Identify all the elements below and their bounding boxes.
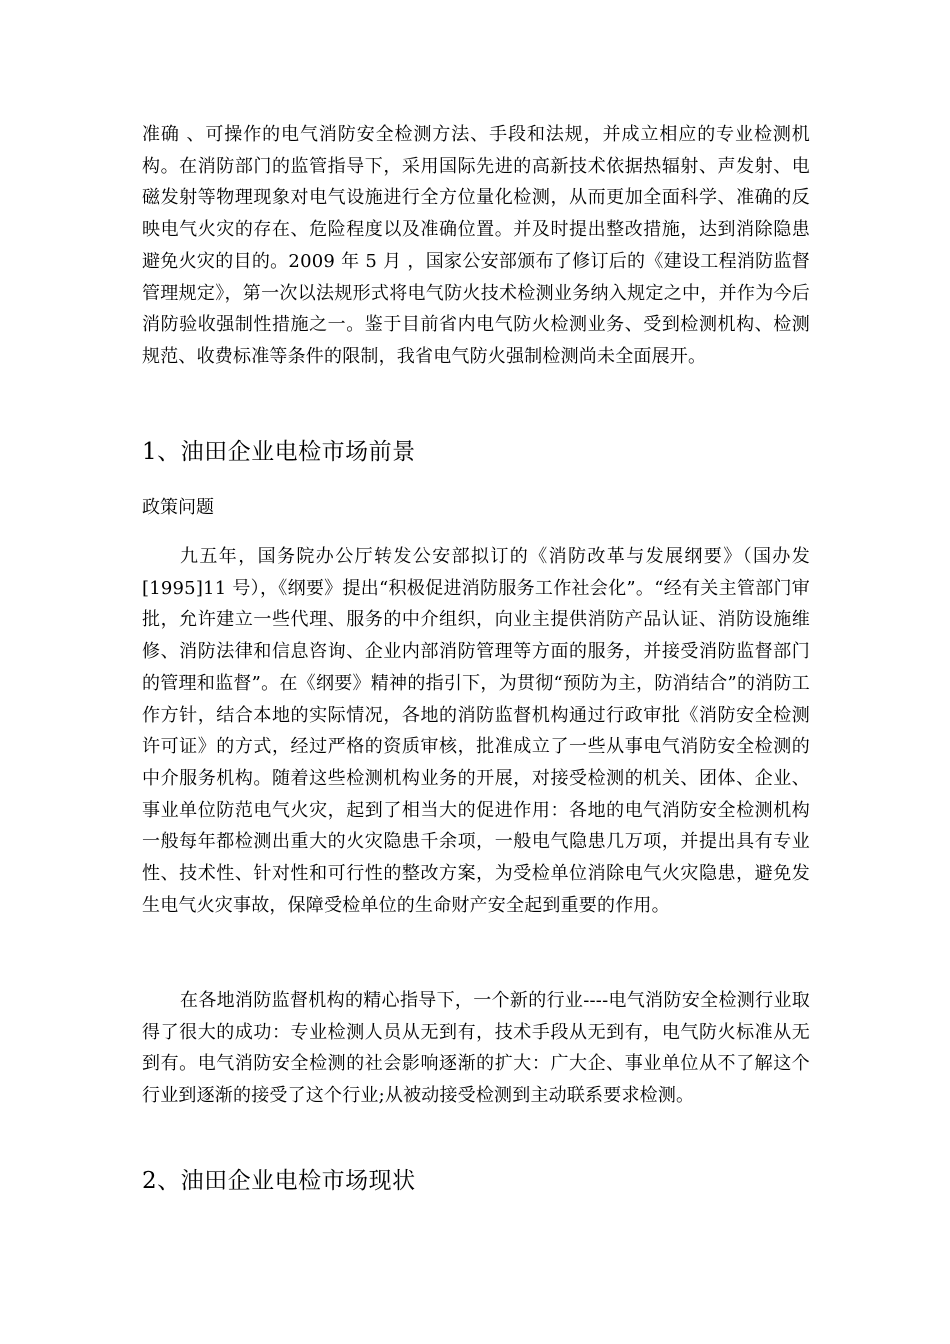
intro-paragraph: 准确 、可操作的电气消防安全检测方法、手段和法规，并成立相应的专业检测机构。在消防部门的监管指导下，采用国际先进的高新技术依据热辐射、声发射、电磁发射等物理现象对电气设施进行全方位量化检测，从而更加全面科学、准确的反映电气火灾的存在、危险程度以及准确位置。并及时提出整改措施，达到消除隐患避免火灾的目的。2009 年 5 月 ，国家公安部颁布了修订后的《建设工程消防监督管理规定》，第一次以法规形式将电气防火技术检测业务纳入规定之中，并作为今后消防验收强制性措施之一。鉴于目前省内电气防火检测业务、受到检测机构、检测规范、收费标准等条件的限制，我省电气防火强制检测尚未全面展开。 [142, 124, 810, 367]
section-1-paragraph-2: 在各地消防监督机构的精心指导下，一个新的行业----电气消防安全检测行业取得了很大的成功：专业检测人员从无到有，技术手段从无到有，电气防火标准从无到有。电气消防安全检测的社会影响逐渐的扩大：广大企、事业单位从不了解这个行业到逐渐的接受了这个行业;从被动接受检测到主动联系要求检测。 [142, 990, 810, 1107]
section-2-heading: 2、油田企业电检市场现状 [142, 1168, 416, 1194]
section-1-heading: 1、油田企业电检市场前景 [142, 439, 416, 465]
section-1-paragraph-1: 九五年，国务院办公厅转发公安部拟订的《消防改革与发展纲要》（国办发[1995]11 号），《纲要》提出“积极促进消防服务工作社会化”。“经有关主管部门审批，允许建立一些代理、服务的中介组织，向业主提供消防产品认证、消防设施维修、消防法律和信息咨询、企业内部消防管理等方面的服务，并接受消防监督部门的管理和监督”。在《纲要》精神的指引下，为贯彻“预防为主，防消结合”的消防工作方针，结合本地的实际情况，各地的消防监督机构通过行政审批《消防安全检测许可证》的方式，经过严格的资质审核，批准成立了一些从事电气消防安全检测的中介服务机构。随着这些检测机构业务的开展，对接受检测的机关、团体、企业、事业单位防范电气火灾，起到了相当大的促进作用：各地的电气消防安全检测机构一般每年都检测出重大的火灾隐患千余项，一般电气隐患几万项，并提出具有专业性、技术性、针对性和可行性的整改方案，为受检单位消除电气火灾隐患，避免发生电气火灾事故，保障受检单位的生命财产安全起到重要的作用。 [142, 546, 810, 916]
section-1-subheading: 政策问题 [142, 497, 214, 518]
